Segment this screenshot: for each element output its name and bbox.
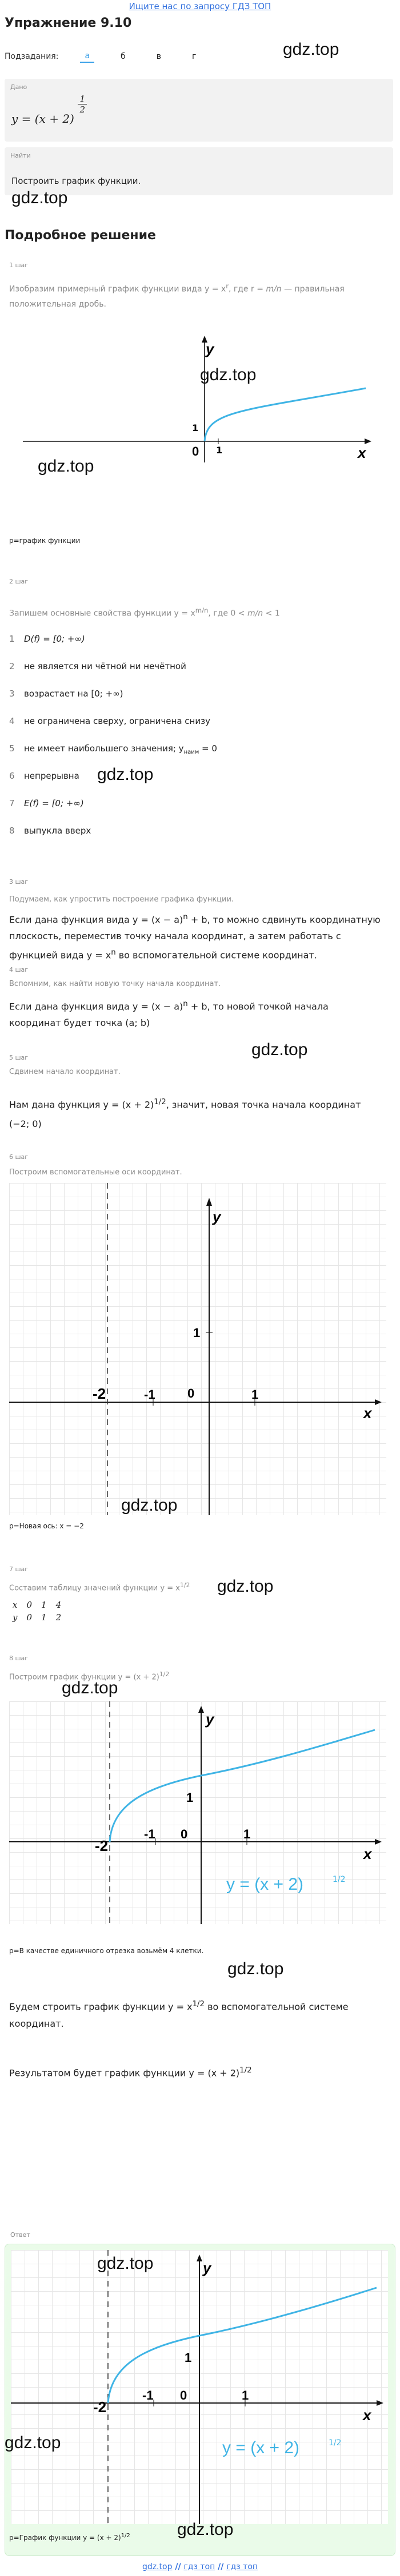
property-item: 2 не является ни чётной ни нечётной [9,661,186,671]
svg-text:-2: -2 [93,2398,107,2416]
tick-label: 1 [192,422,199,433]
property-item: 4 не ограничена сверху, ограничена снизу [9,716,210,726]
property-item: 1 D(f) = [0; +∞) [9,634,85,644]
svg-text:-2: -2 [95,1837,109,1854]
subtask-tab-v[interactable]: в [156,52,161,61]
subtask-tab-a[interactable]: а [80,50,94,63]
step-hint: Подумаем, как упростить построение графика функции. [9,895,234,904]
step-text: Если дана функция вида $y = (x - a)^n + b$, то новой точкой начала координат будет точка (a; b) [9,1000,329,1029]
step-hint: Запишем основные свойства функции $y = x^{m/n}$, где 0 < m/n < 1 [9,606,280,618]
build-text: Будем строить график функции $y = x^{1/2}$ во вспомогательной системе координат. [9,2000,349,2030]
property-item: 3 возрастает на [0; +∞) [9,689,123,699]
graph-step8 [9,1701,386,1924]
find-label: Найти [10,152,31,159]
subtask-tab-g[interactable]: г [191,52,197,61]
step-label: 4 шаг [9,966,29,973]
svg-text:y: y [206,1710,214,1728]
svg-text:1/2: 1/2 [329,2438,342,2448]
curve-legend: y = (x + 2) [226,1875,304,1894]
watermark: gdz.top [177,2520,234,2539]
answer-label: Ответ [10,2231,30,2239]
grid-step8 [9,1701,386,1924]
step-text: Если дана функция вида $y = (x - a)^n + b$, то можно сдвинуть координатную плоскость, переместив точку начала координат, а затем работать с функцией вида $y = x^n$ во вспомогательной системе координат. [9,913,381,961]
property-item: 8 выпукла вверх [9,826,91,836]
watermark: gdz.top [97,765,154,784]
tick-label: 1 [216,445,223,456]
watermark: gdz.top [217,1577,274,1596]
watermark: gdz.top [97,2254,154,2273]
y-axis-label: y [206,340,214,357]
svg-text:-1: -1 [144,1827,155,1841]
step-hint: Изобразим примерный график функции вида $y = x^r$, где r = m/n — правильная положительная дробь. [9,282,345,309]
watermark: gdz.top [227,1959,284,1978]
svg-text:1: 1 [251,1387,259,1402]
answer-box [5,2244,395,2556]
step-hint: Вспомним, как найти новую точку начала координат. [9,980,221,988]
step-label: 8 шаг [9,1655,29,1662]
subtasks-label: Подзадания: [5,52,59,61]
footer-link[interactable]: gdz.top [142,2562,173,2571]
grid-answer [11,2250,388,2524]
svg-text:x: x [363,1404,372,1422]
svg-text:x: x [363,1845,372,1862]
svg-text:1: 1 [185,2350,192,2365]
table-row: y 0 1 2 [13,1612,62,1623]
step-hint: Сдвинем начало координат. [9,1068,121,1076]
step-text: Нам дана функция $y = (x + 2)^{1/2}$, значит, новая точка начала координат (−2; 0) [9,1098,361,1130]
origin-label: 0 [192,444,199,458]
subtasks-bar [5,50,201,63]
step-label: 3 шаг [9,878,29,886]
step-hint: Построим график функции $y = (x + 2)^{1/2}$ [9,1671,170,1682]
step-label: 5 шаг [9,1054,29,1061]
given-label: Дано [10,83,27,91]
property-item: 7 E(f) = [0; +∞) [9,798,84,808]
axes-step6 [9,1183,386,1515]
svg-text:1: 1 [186,1790,194,1805]
graph-answer [11,2250,388,2524]
step-hint: Построим вспомогательные оси координат. [9,1168,182,1177]
values-table [9,1599,67,1624]
unit-note: p=В качестве единичного отрезка возьмём 4 клетки. [9,1947,204,1955]
svg-text:0: 0 [180,2388,187,2402]
step-hint: Составим таблицу значений функции $y = x^{1/2}$ [9,1581,190,1593]
find-text: Построить график функции. [11,176,141,186]
answer-caption: p=График функции $y = (x + 2)^{1/2}$ [9,2533,130,2542]
svg-text:0: 0 [181,1827,188,1841]
watermark: gdz.top [11,188,68,207]
svg-text:-2: -2 [93,1385,106,1402]
watermark: gdz.top [200,365,257,384]
grid-step6 [9,1183,386,1515]
svg-text:y: y [203,2259,211,2276]
property-item: 6 непрерывна [9,771,79,781]
svg-text:y: y [213,1208,221,1225]
watermark: gdz.top [38,457,94,476]
footer-links: gdz.top // гдз топ // гдз топ [142,2562,258,2571]
watermark: gdz.top [62,1679,118,1697]
watermark: gdz.top [121,1496,178,1515]
solution-title: Подробное решение [5,228,156,243]
top-search-link[interactable]: Ищите нас по запросу ГДЗ ТОП [129,1,271,11]
graph-caption: p=график функции [9,537,81,545]
step-label: 1 шаг [9,261,29,269]
result-text: Результатом будет график функции $y = (x + 2)^{1/2}$ [9,2066,252,2079]
svg-text:y = (x + 2): y = (x + 2) [222,2438,300,2457]
svg-text:1/2: 1/2 [333,1875,346,1884]
graph-caption: p=Новая ось: x = −2 [9,1522,84,1530]
watermark: gdz.top [251,1040,308,1059]
property-item: 5 не имеет наибольшего значения; $y_{наим} = 0$ [9,743,217,755]
step-label: 2 шаг [9,578,29,585]
table-row: x 0 1 4 [13,1600,62,1610]
x-axis-label: x [358,444,366,461]
step-label: 7 шаг [9,1565,29,1573]
page-title: Упражнение 9.10 [5,16,132,30]
footer-link[interactable]: гдз топ [226,2562,258,2571]
svg-text:-1: -1 [144,1387,155,1402]
svg-text:x: x [363,2406,371,2424]
svg-text:-1: -1 [142,2388,154,2402]
given-formula: $y = (x + 2) \frac{1}{2}$ [11,104,87,126]
watermark: gdz.top [5,2433,61,2452]
given-card [5,79,393,142]
svg-text:1: 1 [242,2388,249,2402]
svg-text:1: 1 [243,1827,251,1841]
svg-text:0: 0 [187,1386,195,1400]
graph-step1 [23,331,377,462]
svg-text:1: 1 [193,1326,201,1340]
subtask-tab-b[interactable]: б [121,52,126,61]
footer-link[interactable]: гдз топ [183,2562,215,2571]
watermark: gdz.top [283,40,339,59]
step-label: 6 шаг [9,1153,29,1161]
